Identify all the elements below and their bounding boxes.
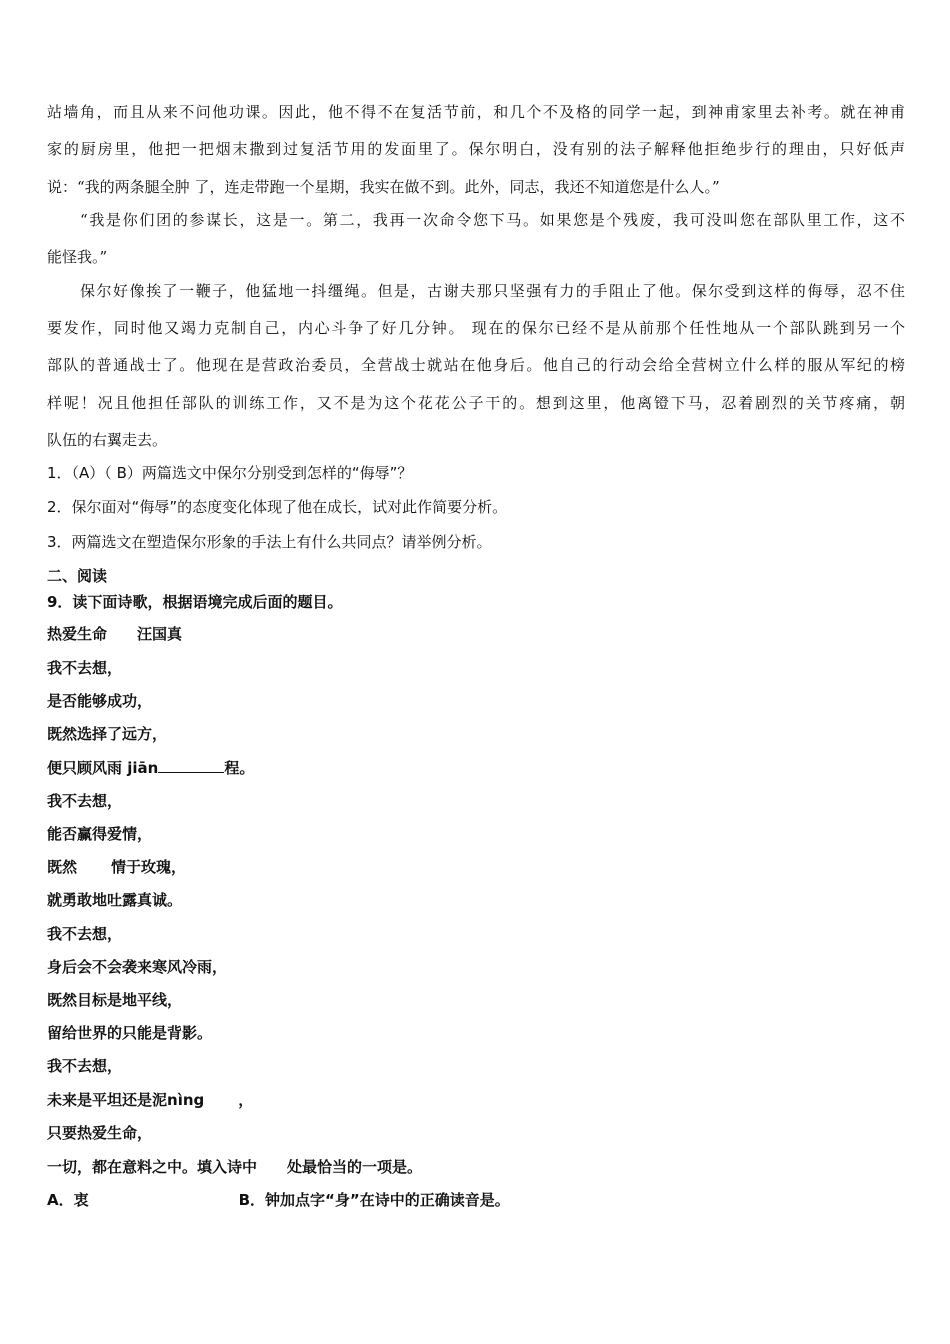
poem-line: 我不去想， bbox=[47, 659, 123, 677]
poem-line: 就勇敢地吐露真诚。 bbox=[47, 891, 183, 909]
poem-line: 我不去想， bbox=[47, 1057, 123, 1075]
poem-author: 汪国真 bbox=[137, 625, 183, 643]
poem-title: 热爱生命 bbox=[47, 625, 108, 643]
poem-line-with-blank: 便只顾风雨 jiān 程。 bbox=[47, 759, 255, 777]
question-9: 9．读下面诗歌，根据语境完成后面的题目。 bbox=[47, 593, 343, 611]
poem-line-with-gap: 既然 情于玫瑰， bbox=[47, 858, 187, 876]
option-a[interactable]: A．衷 bbox=[47, 1191, 89, 1209]
poem-line: 我不去想， bbox=[47, 792, 123, 810]
fill-blank-1[interactable] bbox=[158, 758, 224, 773]
section-heading: 二、阅读 bbox=[47, 567, 108, 585]
passage-line: 站墙角，而且从来不问他功课。因此，他不得不在复活节前，和几个不及格的同学一起，到神甫家里去补考。就在神甫 bbox=[47, 103, 905, 121]
passage-line: 保尔好像挨了一鞭子，他猛地一抖缰绳。但是，古谢夫那只坚强有力的手阻止了他。保尔受到这样的侮辱，忍不住 bbox=[80, 282, 905, 300]
poem-line: 是否能够成功， bbox=[47, 692, 153, 710]
options-line bbox=[47, 1190, 510, 1210]
passage-line: 家的厨房里，他把一把烟末撒到过复活节用的发面里了。保尔明白，没有别的法子解释他拒绝步行的理由，只好低声 bbox=[47, 140, 905, 158]
passage-line: 队伍的右翼走去。 bbox=[47, 431, 168, 449]
poem-line: 我不去想， bbox=[47, 925, 123, 943]
pinyin-ning: nìng bbox=[167, 1091, 205, 1109]
poem-line: 能否赢得爱情， bbox=[47, 825, 153, 843]
passage-line: 部队的普通战士了。他现在是营政治委员，全营战士就站在他身后。他自己的行动会给全营树立什么样的服从军纪的榜 bbox=[47, 356, 905, 374]
question-3: 3．两篇选文在塑造保尔形象的手法上有什么共同点？请举例分析。 bbox=[47, 533, 492, 551]
pinyin-jian: jiān bbox=[127, 759, 159, 777]
poem-last-line: 一切，都在意料之中。填入诗中 处最恰当的一项是。 bbox=[47, 1158, 423, 1176]
passage-line: 能怪我。” bbox=[47, 248, 108, 266]
question-2: 2．保尔面对“侮辱”的态度变化体现了他在成长，试对此作简要分析。 bbox=[47, 498, 508, 516]
poem-line: 留给世界的只能是背影。 bbox=[47, 1024, 213, 1042]
question-1: 1．（A）（ B）两篇选文中保尔分别受到怎样的“侮辱”？ bbox=[47, 464, 413, 482]
passage-line: 说：“我的两条腿全肿 了，连走带跑一个星期，我实在做不到。此外，同志，我还不知道您是什么人。” bbox=[47, 178, 720, 196]
poem-title-line bbox=[47, 624, 182, 644]
passage-line: “我是你们团的参谋长，这是一。第二，我再一次命令您下马。如果您是个残废，我可没叫您在部队里工作，这不 bbox=[80, 211, 905, 229]
poem-line: 身后会不会袭来寒风冷雨， bbox=[47, 958, 228, 976]
passage-line: 样呢！况且他担任部队的训练工作，又不是为这个花花公子干的。想到这里，他离镫下马，忍着剧烈的关节疼痛，朝 bbox=[47, 394, 905, 412]
poem-line: 既然目标是地平线， bbox=[47, 991, 183, 1009]
passage-line: 要发作，同时他又竭力克制自己，内心斗争了好几分钟。 现在的保尔已经不是从前那个任性地从一个部队跳到另一个 bbox=[47, 319, 905, 337]
option-b[interactable]: B．钟加点字“身”在诗中的正确读音是。 bbox=[238, 1191, 510, 1209]
poem-line: 既然选择了远方， bbox=[47, 725, 168, 743]
poem-line-with-pinyin: 未来是平坦还是泥nìng ， bbox=[47, 1091, 254, 1109]
poem-line: 只要热爱生命， bbox=[47, 1124, 153, 1142]
